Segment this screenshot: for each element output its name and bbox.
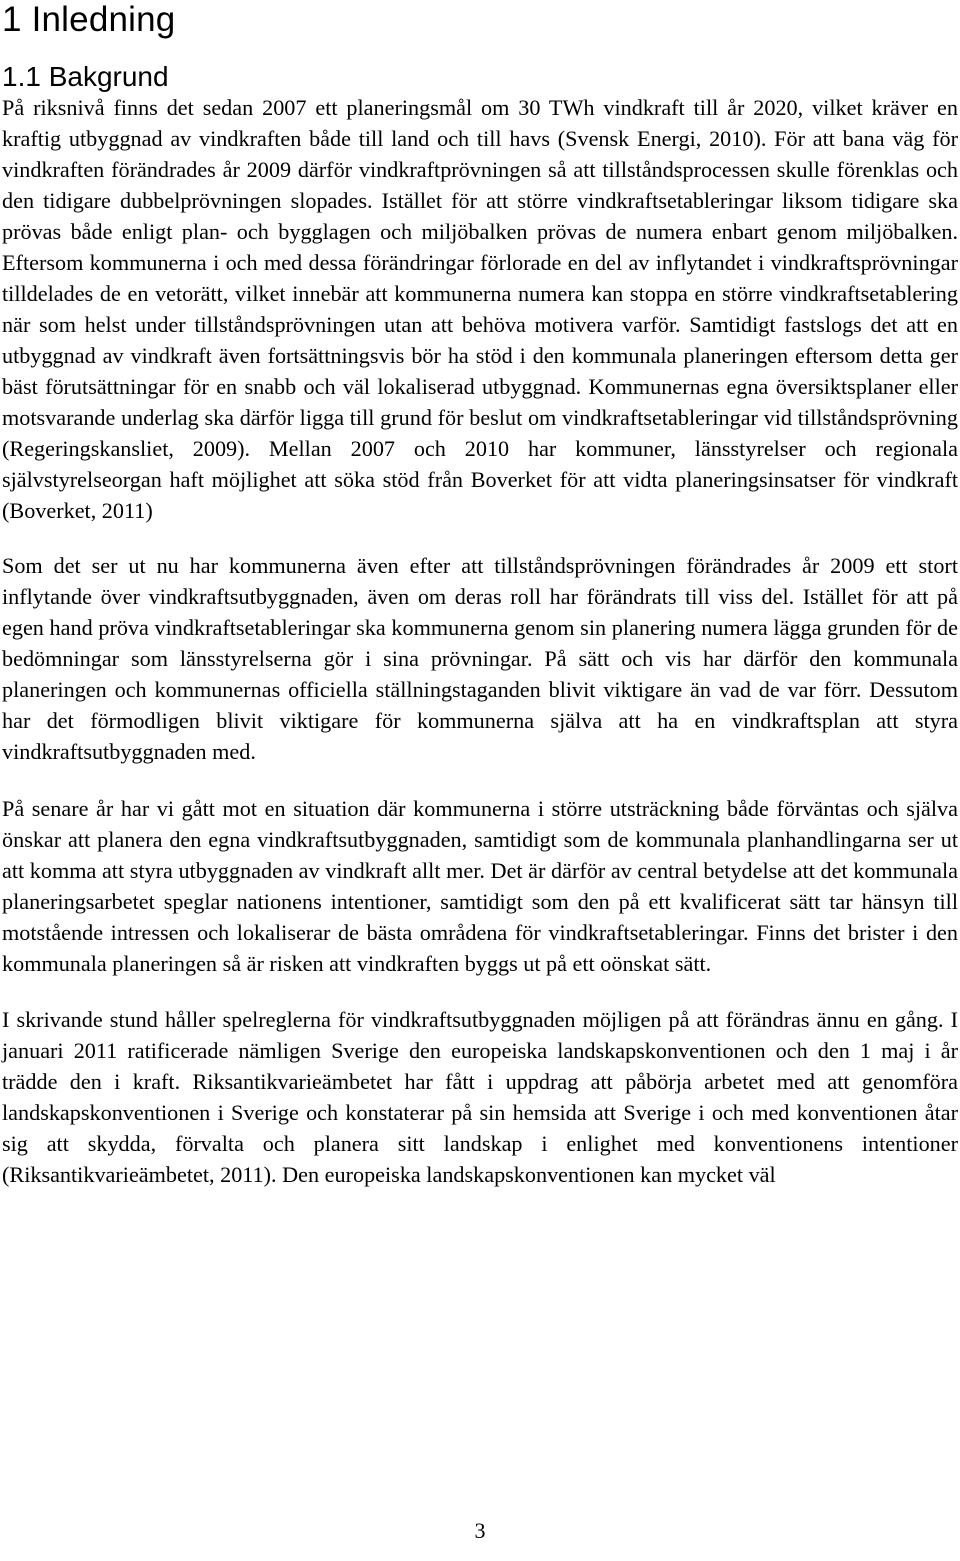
section-heading: 1.1 Bakgrund xyxy=(2,61,169,92)
body-paragraph-4: I skrivande stund håller spelreglerna för vindkraftsutbyggnaden möjligen på att förändras ännu en gång. I januari 2011 ratificerade nämligen Sverige den europeiska landskapskonventionen och den 1 maj i år trädde den i kraft. Riksantikvarieämbetet har fått i uppdrag att påbörja arbetet med att genomföra landskapskonventionen i Sverige och konstaterar på sin hemsida att Sverige i och med konventionen åtar sig att skydda, förvalta och planera sitt landskap i enlighet med konventionens intentioner (Riksantikvarieämbetet, 2011). Den europeiska landskapskonventionen kan mycket väl xyxy=(2,1007,958,1187)
page-number: 3 xyxy=(474,1518,486,1543)
body-paragraph-2: Som det ser ut nu har kommunerna även efter att tillståndsprövningen förändrades år 2009 ett stort inflytande över vindkraftsutbyggnaden, även om deras roll har förändrats till viss del. Istället för att på egen hand pröva vindkraftsetableringar ska kommunerna genom sin planering numera lägga grunden för de bedömningar som länsstyrelserna gör i sina prövningar. På sätt och vis har därför den kommunala planeringen och kommunernas officiella ställningstaganden blivit viktigare än vad de var förr. Dessutom har det förmodligen blivit viktigare för kommunerna själva att ha en vindkraftsplan att styra vindkraftsutbyggnaden med. xyxy=(2,553,958,764)
body-paragraph-1: På riksnivå finns det sedan 2007 ett planeringsmål om 30 TWh vindkraft till år 2020, vilket kräver en kraftig utbyggnad av vindkraften både till land och till havs (Svensk Energi, 2010). För att bana väg för vindkraften förändrades år 2009 därför vindkraftprövningen så att tillståndsprocessen skulle förenklas och den tidigare dubbelprövningen slopades. Istället för att större vindkraftsetableringar liksom tidigare ska prövas både enligt plan- och bygglagen och miljöbalken prövas de numera enbart genom miljöbalken. Eftersom kommunerna i och med dessa förändringar förlorade en del av inflytandet i vindkraftsprövningar tilldelades de en vetorätt, vilket innebär att kommunerna numera kan stoppa en större vindkraftsetablering när som helst under tillståndsprövningen utan att behöva motivera varför. Samtidigt fastslogs det att en utbyggnad av vindkraft även fortsättningsvis bör ha stöd i den kommunala planeringen eftersom detta ger bäst förutsättningar för en snabb och väl lokaliserad utbyggnad. Kommunernas egna översiktsplaner eller motsvarande underlag ska därför ligga till grund för beslut om vindkraftsetableringar vid tillståndsprövning (Regeringskansliet, 2009). Mellan 2007 och 2010 har kommuner, länsstyrelser och regionala självstyrelseorgan haft möjlighet att söka stöd från Boverket för att vidta planeringsinsatser för vindkraft (Boverket, 2011) xyxy=(2,95,958,523)
body-paragraph-3: På senare år har vi gått mot en situation där kommunerna i större utsträckning både förväntas och själva önskar att planera den egna vindkraftsutbyggnaden, samtidigt som de kommunala planhandlingarna ser ut att komma att styra utbyggnaden av vindkraft allt mer. Det är därför av central betydelse att det kommunala planeringsarbetet speglar nationens intentioner, samtidigt som den på ett kvalificerat sätt tar hänsyn till motstående intressen och lokaliserar de bästa områdena för vindkraftsetableringar. Finns det brister i den kommunala planeringen så är risken att vindkraften byggs ut på ett oönskat sätt. xyxy=(2,796,958,976)
chapter-heading: 1 Inledning xyxy=(2,0,176,39)
